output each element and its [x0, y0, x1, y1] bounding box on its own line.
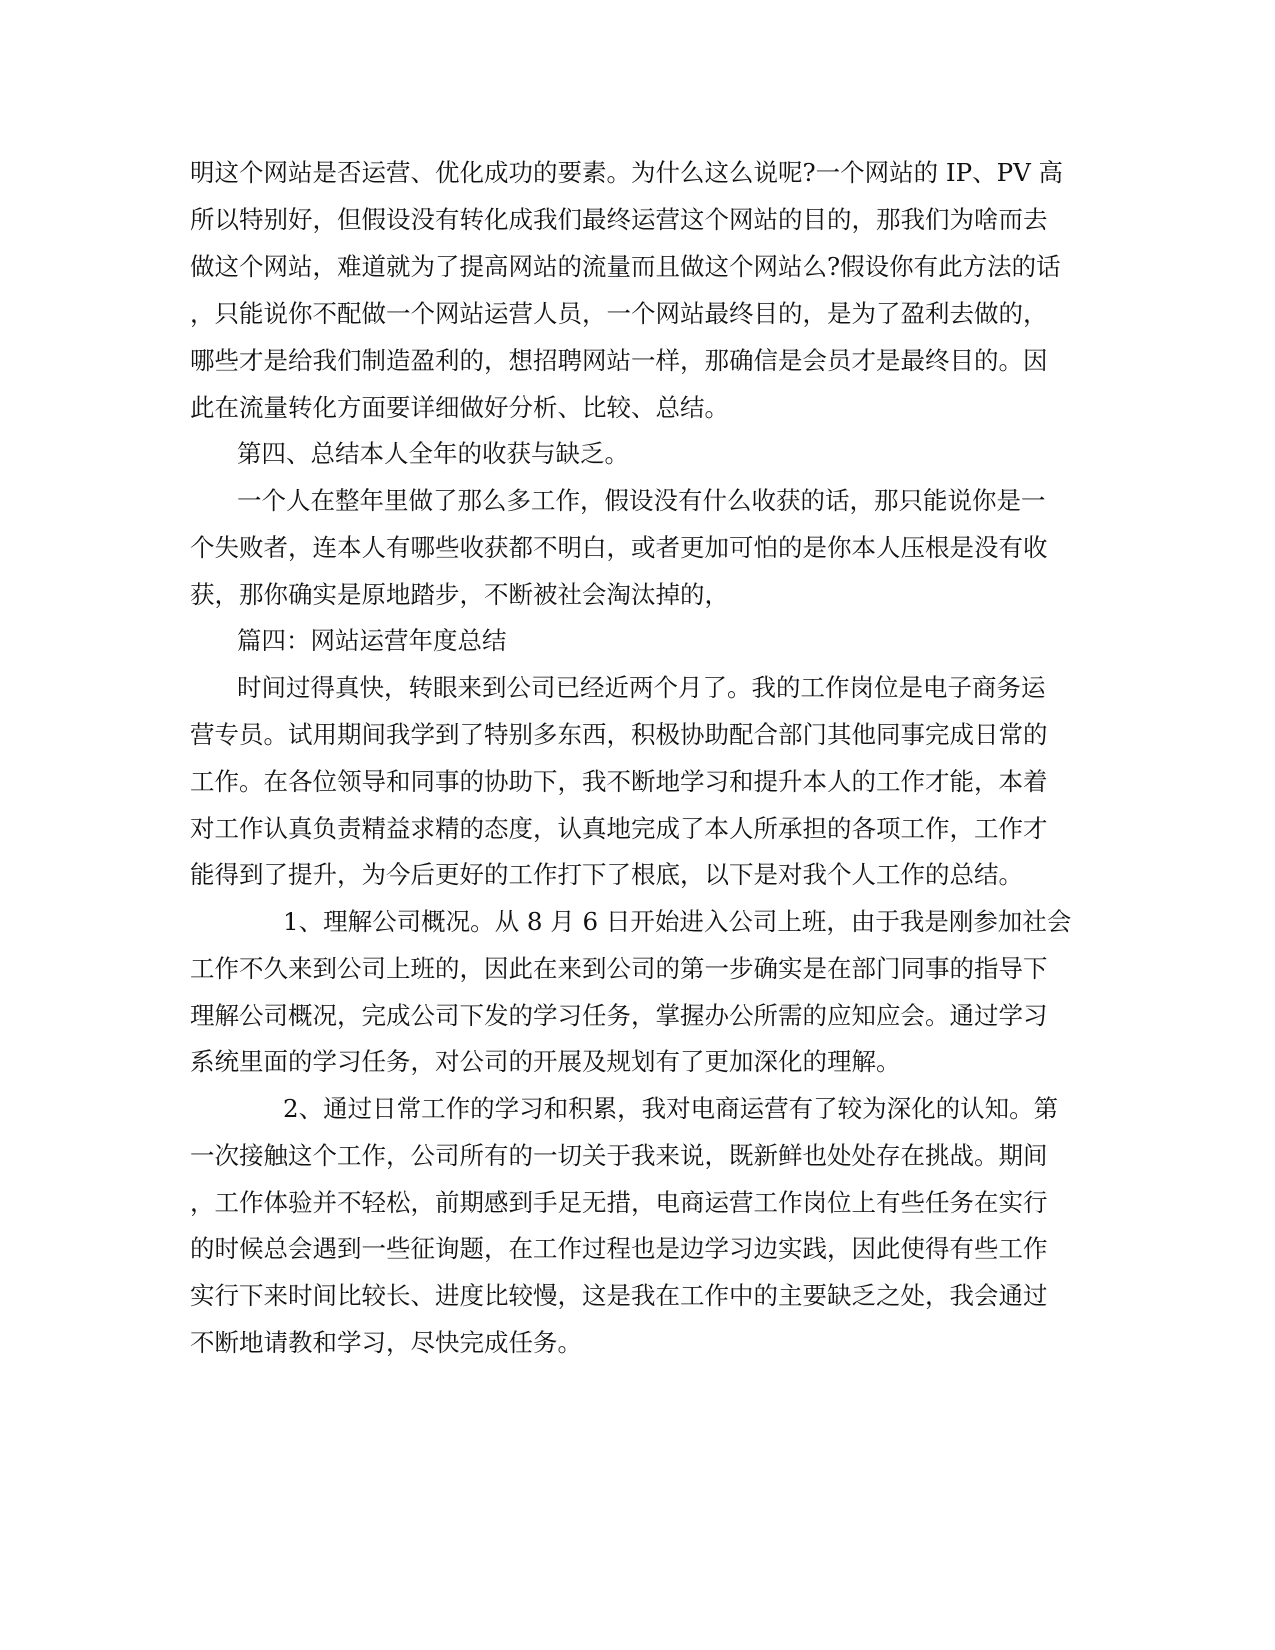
text-line: 时间过得真快，转眼来到公司已经近两个月了。我的工作岗位是电子商务运 — [237, 673, 1046, 702]
text-line: 能得到了提升，为今后更好的工作打下了根底，以下是对我个人工作的总结。 — [190, 860, 1023, 889]
text-line: 营专员。试用期间我学到了特别多东西，积极协助配合部门其他同事完成日常的 — [190, 720, 1048, 749]
text-line: 对工作认真负责精益求精的态度，认真地完成了本人所承担的各项工作，工作才 — [190, 814, 1048, 843]
text-line: 工作不久来到公司上班的，因此在来到公司的第一步确实是在部门同事的指导下 — [190, 954, 1048, 983]
text-line: 所以特别好，但假设没有转化成我们最终运营这个网站的目的，那我们为啥而去 — [190, 205, 1048, 234]
text-line: 此在流量转化方面要详细做好分析、比较、总结。 — [190, 393, 729, 422]
text-line: 哪些才是给我们制造盈利的，想招聘网站一样，那确信是会员才是最终目的。因 — [190, 346, 1048, 375]
text-line: ，工作体验并不轻松，前期感到手足无措，电商运营工作岗位上有些任务在实行 — [190, 1188, 1048, 1217]
text-line: 做这个网站，难道就为了提高网站的流量而且做这个网站么?假设你有此方法的话 — [190, 252, 1061, 281]
numbered-item: 2、通过日常工作的学习和积累，我对电商运营有了较为深化的认知。第 — [283, 1094, 1059, 1123]
section-heading: 第四、总结本人全年的收获与缺乏。 — [237, 439, 629, 468]
text-line: 一个人在整年里做了那么多工作，假设没有什么收获的话，那只能说你是一 — [237, 486, 1046, 515]
text-line: 工作。在各位领导和同事的协助下，我不断地学习和提升本人的工作才能，本着 — [190, 767, 1048, 796]
text-line: 获，那你确实是原地踏步，不断被社会淘汰掉的， — [190, 580, 729, 609]
text-line: ，只能说你不配做一个网站运营人员，一个网站最终目的，是为了盈利去做的， — [190, 299, 1048, 328]
numbered-item: 1、理解公司概况。从 8 月 6 日开始进入公司上班，由于我是刚参加社会 — [283, 907, 1072, 936]
text-line: 的时候总会遇到一些征询题，在工作过程也是边学习边实践，因此使得有些工作 — [190, 1234, 1048, 1263]
text-line: 实行下来时间比较长、进度比较慢，这是我在工作中的主要缺乏之处，我会通过 — [190, 1281, 1048, 1310]
text-line: 个失败者，连本人有哪些收获都不明白，或者更加可怕的是你本人压根是没有收 — [190, 533, 1048, 562]
chapter-heading: 篇四：网站运营年度总结 — [237, 626, 507, 655]
text-line: 一次接触这个工作，公司所有的一切关于我来说，既新鲜也处处存在挑战。期间 — [190, 1141, 1048, 1170]
text-line: 系统里面的学习任务，对公司的开展及规划有了更加深化的理解。 — [190, 1047, 901, 1076]
text-line: 明这个网站是否运营、优化成功的要素。为什么这么说呢?一个网站的 IP、PV 高 — [190, 158, 1064, 187]
text-line: 不断地请教和学习，尽快完成任务。 — [190, 1328, 582, 1357]
text-line: 理解公司概况，完成公司下发的学习任务，掌握办公所需的应知应会。通过学习 — [190, 1001, 1048, 1030]
